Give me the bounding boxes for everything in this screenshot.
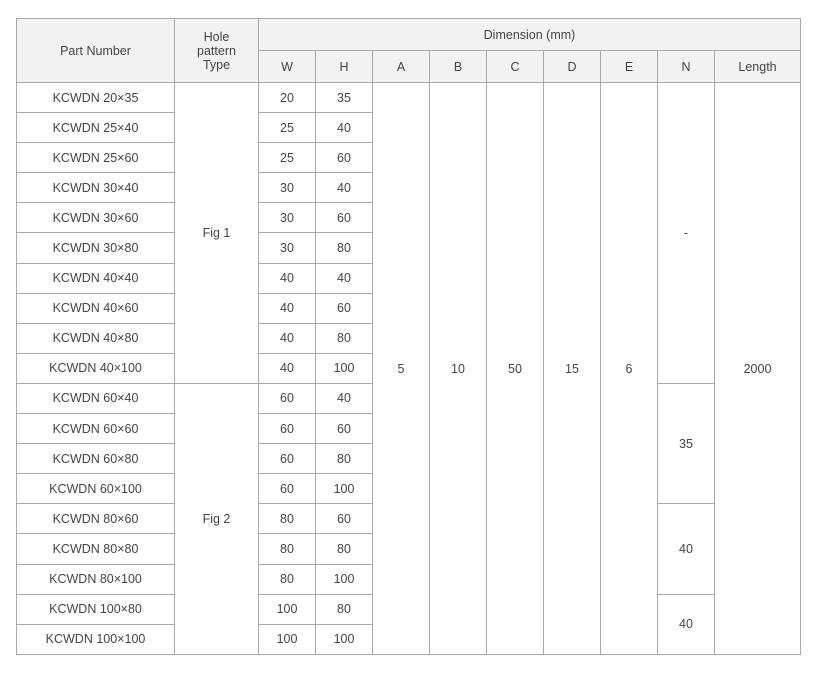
header-d: D <box>544 51 601 83</box>
w-cell: 30 <box>259 233 316 263</box>
header-h: H <box>316 51 373 83</box>
part-number-cell: KCWDN 100×80 <box>17 594 175 624</box>
part-number-cell: KCWDN 30×60 <box>17 203 175 233</box>
part-number-cell: KCWDN 60×80 <box>17 444 175 474</box>
w-cell: 30 <box>259 173 316 203</box>
header-dimension: Dimension (mm) <box>259 19 801 51</box>
w-cell: 30 <box>259 203 316 233</box>
h-cell: 80 <box>316 444 373 474</box>
part-number-cell: KCWDN 40×60 <box>17 293 175 323</box>
a-cell: 5 <box>373 83 430 655</box>
h-cell: 100 <box>316 624 373 654</box>
header-part-number: Part Number <box>17 19 175 83</box>
w-cell: 80 <box>259 564 316 594</box>
h-cell: 80 <box>316 534 373 564</box>
length-cell: 2000 <box>715 83 801 655</box>
header-n: N <box>658 51 715 83</box>
b-cell: 10 <box>430 83 487 655</box>
product-dimension-table <box>16 18 801 655</box>
w-cell: 40 <box>259 353 316 383</box>
header-w: W <box>259 51 316 83</box>
part-number-cell: KCWDN 25×60 <box>17 143 175 173</box>
w-cell: 25 <box>259 143 316 173</box>
w-cell: 60 <box>259 444 316 474</box>
n-cell: 40 <box>658 504 715 594</box>
header-a: A <box>373 51 430 83</box>
w-cell: 60 <box>259 474 316 504</box>
header-hole-pattern-type-text: Hole pattern Type <box>197 29 236 72</box>
w-cell: 60 <box>259 383 316 413</box>
header-e: E <box>601 51 658 83</box>
h-cell: 100 <box>316 564 373 594</box>
d-cell: 15 <box>544 83 601 655</box>
w-cell: 40 <box>259 323 316 353</box>
part-number-cell: KCWDN 30×40 <box>17 173 175 203</box>
header-hole-pattern-type <box>175 19 259 83</box>
h-cell: 60 <box>316 414 373 444</box>
n-cell: 40 <box>658 594 715 654</box>
w-cell: 100 <box>259 594 316 624</box>
header-c: C <box>487 51 544 83</box>
hole-type-cell: Fig 1 <box>175 83 259 384</box>
part-number-cell: KCWDN 20×35 <box>17 83 175 113</box>
part-number-cell: KCWDN 40×40 <box>17 263 175 293</box>
h-cell: 80 <box>316 233 373 263</box>
part-number-cell: KCWDN 60×40 <box>17 383 175 413</box>
part-number-cell: KCWDN 80×100 <box>17 564 175 594</box>
w-cell: 40 <box>259 293 316 323</box>
h-cell: 60 <box>316 203 373 233</box>
n-cell: 35 <box>658 383 715 503</box>
n-cell: - <box>658 83 715 384</box>
part-number-cell: KCWDN 80×80 <box>17 534 175 564</box>
part-number-cell: KCWDN 40×100 <box>17 353 175 383</box>
part-number-cell: KCWDN 100×100 <box>17 624 175 654</box>
h-cell: 40 <box>316 263 373 293</box>
h-cell: 100 <box>316 474 373 504</box>
table-row <box>17 83 801 113</box>
h-cell: 40 <box>316 113 373 143</box>
header-length: Length <box>715 51 801 83</box>
c-cell: 50 <box>487 83 544 655</box>
w-cell: 100 <box>259 624 316 654</box>
e-cell: 6 <box>601 83 658 655</box>
header-b: B <box>430 51 487 83</box>
part-number-cell: KCWDN 60×60 <box>17 414 175 444</box>
h-cell: 100 <box>316 353 373 383</box>
h-cell: 60 <box>316 293 373 323</box>
part-number-cell: KCWDN 40×80 <box>17 323 175 353</box>
w-cell: 20 <box>259 83 316 113</box>
hole-type-cell: Fig 2 <box>175 383 259 654</box>
h-cell: 35 <box>316 83 373 113</box>
w-cell: 40 <box>259 263 316 293</box>
w-cell: 80 <box>259 534 316 564</box>
w-cell: 25 <box>259 113 316 143</box>
part-number-cell: KCWDN 25×40 <box>17 113 175 143</box>
h-cell: 40 <box>316 383 373 413</box>
h-cell: 60 <box>316 504 373 534</box>
part-number-cell: KCWDN 30×80 <box>17 233 175 263</box>
part-number-cell: KCWDN 60×100 <box>17 474 175 504</box>
w-cell: 60 <box>259 414 316 444</box>
h-cell: 80 <box>316 323 373 353</box>
h-cell: 80 <box>316 594 373 624</box>
h-cell: 60 <box>316 143 373 173</box>
h-cell: 40 <box>316 173 373 203</box>
part-number-cell: KCWDN 80×60 <box>17 504 175 534</box>
w-cell: 80 <box>259 504 316 534</box>
